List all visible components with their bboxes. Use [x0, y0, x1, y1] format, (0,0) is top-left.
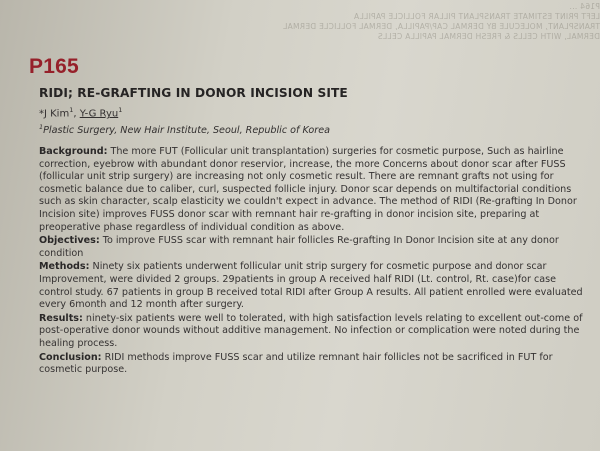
affiliation-mark: 1 [39, 123, 44, 131]
conclusion-section [39, 352, 587, 377]
bleed-through-line: DERMAL, WITH CELLS & FRESH DERMAL PAPILLA CELLS [377, 32, 600, 41]
abstract-title: RIDI; RE-GRAFTING IN DONOR INCISION SITE [39, 86, 348, 100]
abstract-code: P165 [29, 55, 79, 78]
section-label: Results: [39, 312, 83, 324]
methods-section [39, 261, 587, 311]
affiliation [39, 123, 330, 136]
author-second-affiliation-mark: 1 [118, 106, 123, 114]
section-text: RIDI methods improve FUSS scar and utilize remnant hair follicles not be sacrificed in FUT for cosmetic purpose. [39, 351, 553, 376]
affiliation-text: Plastic Surgery, New Hair Institute, Seoul, Republic of Korea [43, 125, 331, 137]
section-label: Methods: [39, 261, 90, 273]
author-separator: , [73, 108, 80, 120]
section-label: Background: [39, 146, 108, 157]
bleed-through-line: TRANSPLANT, MOLECULE BY DERMAL CAP/PAPILLA, DERMAL FOLLICLE DERMAL [282, 22, 600, 31]
bleed-through-line: P164 ... [569, 2, 600, 11]
section-text: ninety-six patients were well to tolerated, with high satisfaction levels relating to excellent out-come of post-operative donor wounds without additive management. No infection or complication were noted during the healing process. [39, 312, 583, 349]
section-label: Conclusion: [39, 351, 102, 363]
author-list [39, 106, 122, 119]
author-second: Y-G Ryu [79, 108, 119, 120]
author-first-affiliation-mark: 1 [69, 106, 74, 114]
objectives-section [39, 235, 587, 260]
background-section [39, 146, 587, 234]
bleed-through-line: LEFT PRINT ESTIMATE TRANSPLANT PILLAR FOLLICLE PAPILLA [353, 12, 600, 21]
section-text: To improve FUSS scar with remnant hair follicles Re-grafting In Donor Incision site at any donor condition [39, 235, 559, 259]
section-label: Objectives: [39, 235, 100, 247]
author-first: *J Kim [39, 108, 70, 120]
abstract-body [39, 146, 587, 378]
section-text: Ninety six patients underwent follicular unit strip surgery for cosmetic purpose and donor scar Improvement, were divided 2 groups. 29patients in group A received half RIDI (Lt. control, Rt. case)for case control study. 67 patients in group B received total RIDI after Group A results. All patient enrolled were evaluated every 6month and 12 month after surgery. [39, 261, 583, 311]
section-text: The more FUT (Follicular unit transplantation) surgeries for cosmetic purpose, Such as hairline correction, eyebrow with abundant donor reservior, increase, the more Concerns about donor scar after FUSS (follicular unit strip surgery) are increasing not only cosmetic result. There are remnant grafts not using for cosmetic balance due to caliber, curl, suspected follicle injury. Donor scar depends on multifactorial conditions such as skin character, scalp elasticity we couldn't expect in advance. The method of RIDI (Re-grafting In Donor Incision site) improves FUSS donor scar with remnant hair re-grafting in donor incision site, preparing at preoperative phase regardless of individual condition as above. [39, 146, 577, 233]
bleed-through-text [255, 2, 600, 42]
results-section [39, 313, 587, 351]
